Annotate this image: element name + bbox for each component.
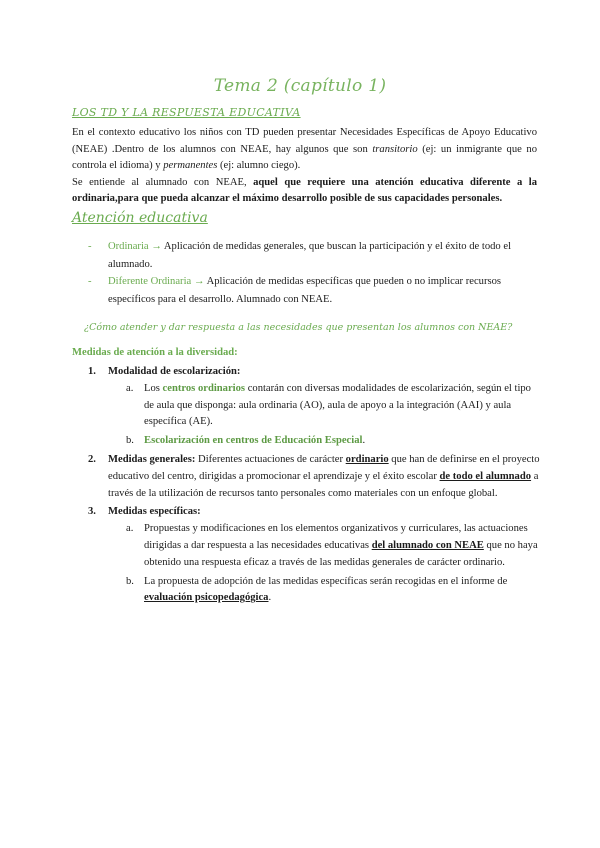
sub-text: .	[362, 435, 366, 447]
sub-list-item	[108, 433, 542, 450]
section-heading-como-atender: ¿Cómo atender y dar respuesta a las necesidades que presentan los alumnos con NEAE?	[84, 322, 513, 333]
bullet-text: Aplicación de medidas generales, que buscan la participación y el éxito de todo el alumnado.	[108, 241, 512, 270]
intro-text-part: Se entiende al alumnado con NEAE,	[72, 176, 254, 188]
item-number: 1.	[88, 366, 96, 377]
highlight-text: centros ordinarios	[162, 382, 246, 394]
bullet-label: Diferente Ordinaria	[108, 276, 192, 287]
underlined-term: del alumnado con NEAE	[371, 539, 484, 551]
neae-definition: aquel que requiere una atención educativa diferente a la ordinaria,para que pueda alcanzar el máximo desarrollo posible de sus capacidades personales.	[72, 176, 537, 204]
bullet-text: Aplicación de medidas específicas que pueden o no implicar recursos específicos para el desarrollo. Alumnado con NEAE.	[108, 276, 502, 305]
list-item	[88, 238, 538, 273]
page-title: Tema 2 (capítulo 1)	[213, 76, 387, 96]
item-letter: b.	[126, 575, 134, 587]
intro-text-part: En el contexto educativo los niños con TD pueden presentar Necesidades Específicas de Apoyo Educativo (NEAE) .Dentro de los alumnos con NEAE, hay algunos que son	[72, 127, 537, 155]
underlined-term: evaluación psicopedagógica	[144, 592, 269, 604]
list-item	[72, 504, 542, 521]
sub-text: contarán con diversas modalidades de escolarización, según el tipo de aula que disponga: aula ordinaria (AO), aula de apoyo a la integración (AAI) y aula específica (AE).	[144, 382, 531, 428]
intro-paragraph	[72, 125, 537, 208]
item-letter: b.	[126, 435, 134, 447]
arrow-icon: →	[148, 241, 164, 252]
sub-list-item	[108, 574, 542, 608]
sub-text: Los	[144, 382, 163, 394]
item-label: Medidas generales:	[108, 453, 196, 465]
item-number: 3.	[88, 506, 96, 518]
arrow-icon: →	[191, 276, 207, 287]
highlight-text: Escolarización en centros de Educación Especial	[144, 435, 363, 447]
item-letter: a.	[126, 382, 134, 394]
item-label: Modalidad de escolarización:	[108, 366, 241, 377]
underlined-term: de todo el alumnado	[439, 470, 532, 482]
underlined-term: ordinario	[345, 453, 389, 465]
sub-text: .	[268, 592, 272, 604]
intro-text-part: (ej: alumno ciego).	[217, 160, 301, 171]
intro-text-2	[72, 175, 537, 208]
item-label: Medidas específicas:	[108, 506, 201, 518]
dash-bullet: -	[88, 241, 92, 252]
sub-list-item	[108, 521, 542, 571]
list-item	[72, 364, 542, 381]
atencion-list	[88, 238, 538, 308]
intro-text-part: (ej: un inmigrante que no controla el idioma) y	[72, 143, 538, 171]
sub-text: Propuestas y modificaciones en los elementos organizativos y curriculares, las actuaciones dirigidas a dar respuesta a las necesidades educativas	[144, 523, 528, 551]
sub-text: La propuesta de adopción de las medidas específicas serán recogidas en el informe de	[144, 575, 508, 587]
sub-list-item	[108, 381, 542, 431]
item-letter: a.	[126, 523, 134, 535]
list-item	[72, 452, 542, 502]
intro-text-1	[72, 125, 537, 175]
subheading-medidas: Medidas de atención a la diversidad:	[72, 347, 238, 358]
item-text: que han de definirse en el proyecto educativo del centro, dirigidas a promocionar el aprendizaje y el éxito escolar	[108, 453, 540, 482]
transitorio-term: transitorio	[372, 143, 418, 155]
item-number: 2.	[88, 453, 96, 465]
item-text: Diferentes actuaciones de carácter	[195, 453, 346, 465]
section-heading-td: LOS TD Y LA RESPUESTA EDUCATIVA	[72, 106, 301, 119]
bullet-label: Ordinaria	[108, 241, 149, 252]
list-item	[88, 273, 538, 308]
sub-text: que no haya obtenido una respuesta eficaz a través de las medidas generales de carácter ordinario.	[144, 539, 538, 568]
permanentes-term: permanentes	[163, 160, 218, 171]
medidas-list	[72, 364, 542, 607]
section-heading-atencion: Atención educativa	[72, 210, 208, 226]
dash-bullet: -	[88, 276, 92, 287]
item-text: a través de la utilización de recursos tanto personales como materiales con un enfoque global.	[108, 470, 539, 499]
